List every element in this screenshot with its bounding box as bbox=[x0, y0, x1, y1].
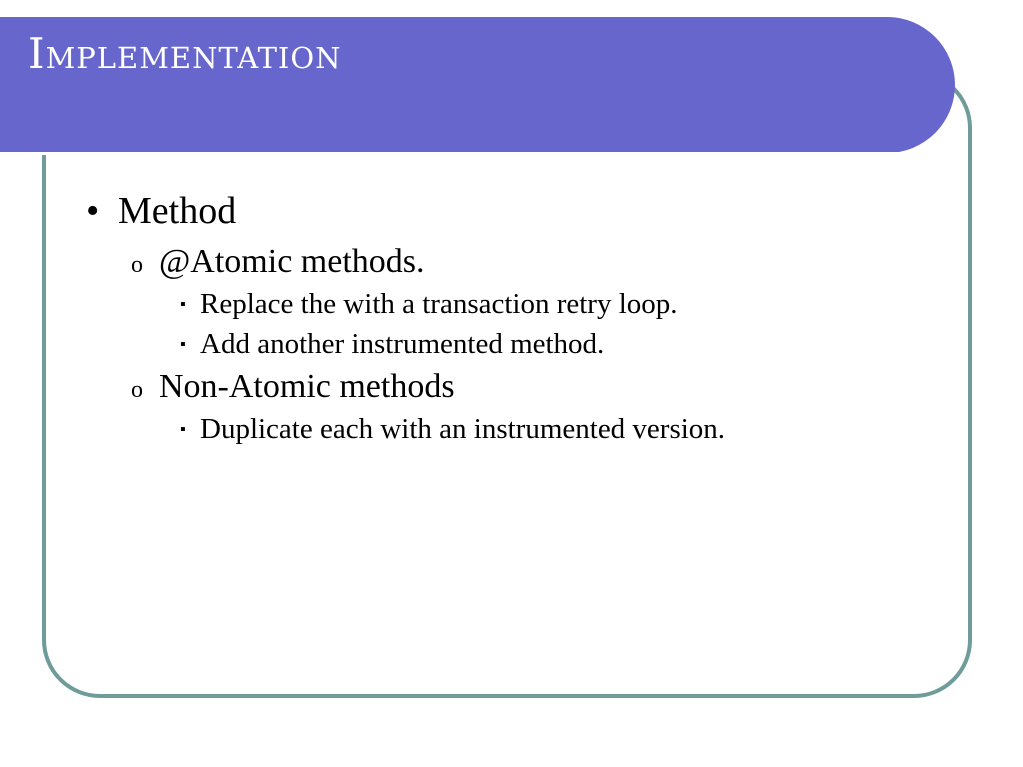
bullet-text: Add another instrumented method. bbox=[200, 328, 605, 360]
bullet-atomic-methods bbox=[131, 245, 425, 279]
bullet-text: Method bbox=[118, 190, 237, 232]
bullet-marker: o bbox=[131, 252, 143, 278]
slide-title: Implementation bbox=[28, 29, 342, 78]
bullet-method bbox=[86, 192, 236, 230]
bullet-text: Replace the with a transaction retry loop. bbox=[200, 288, 678, 320]
bullet-marker: o bbox=[131, 377, 143, 403]
bullet-add-method bbox=[180, 330, 604, 359]
bullet-marker: • bbox=[86, 190, 100, 232]
bullet-text: Duplicate each with an instrumented version. bbox=[200, 413, 726, 445]
bullet-marker: ▪ bbox=[180, 296, 186, 313]
bullet-replace bbox=[180, 290, 678, 319]
bullet-marker: ▪ bbox=[180, 421, 186, 438]
bullet-text: Non-Atomic methods bbox=[159, 368, 455, 405]
bullet-marker: ▪ bbox=[180, 336, 186, 353]
bullet-text: @Atomic methods. bbox=[159, 243, 425, 280]
bullet-duplicate bbox=[180, 415, 725, 444]
bullet-non-atomic-methods bbox=[131, 370, 455, 404]
